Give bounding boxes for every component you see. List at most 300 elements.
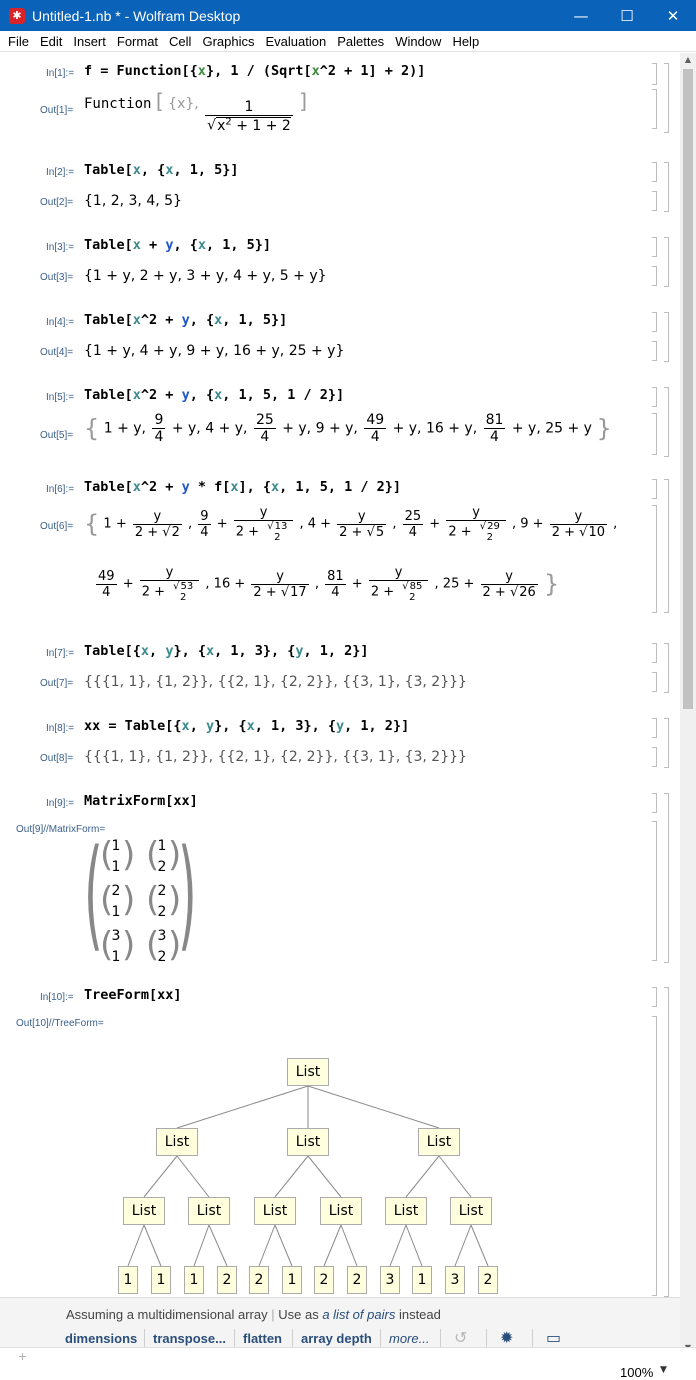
cell-bracket[interactable] bbox=[652, 747, 657, 767]
term: + y, 25 + y bbox=[511, 420, 592, 437]
numerator: √29 bbox=[479, 521, 500, 532]
cell-bracket[interactable] bbox=[652, 63, 657, 85]
code-text: ^2 + bbox=[140, 387, 182, 403]
code-text: + bbox=[140, 237, 166, 253]
radicand: 13 bbox=[274, 521, 288, 532]
output-set: {x}, bbox=[168, 96, 199, 112]
cell-bracket[interactable] bbox=[652, 718, 657, 738]
code-var: x bbox=[181, 718, 190, 734]
code-var: x bbox=[132, 479, 141, 495]
assuming-label: Assuming a multidimensional array bbox=[66, 1307, 268, 1322]
matrix-element: 1 bbox=[111, 859, 121, 875]
denominator: 2 + √10 bbox=[551, 524, 605, 540]
code-text: ^2 + 1] + 2)] bbox=[319, 63, 426, 79]
term: + bbox=[216, 516, 228, 532]
fraction bbox=[337, 509, 386, 540]
matrix-inner-paren: ) bbox=[122, 880, 136, 920]
in-label: In[6]:= bbox=[46, 484, 75, 495]
menu-palettes[interactable]: Palettes bbox=[337, 33, 385, 49]
code-text: ], { bbox=[238, 479, 271, 495]
suggestions-bar bbox=[0, 1297, 680, 1347]
input-cell[interactable] bbox=[84, 63, 425, 79]
code-text: Table[{ bbox=[84, 643, 141, 659]
brace: } bbox=[543, 570, 560, 598]
denominator: 4 bbox=[484, 428, 506, 445]
in-label: In[4]:= bbox=[46, 317, 75, 328]
cell-bracket[interactable] bbox=[664, 987, 669, 1297]
tree-edge bbox=[177, 1156, 209, 1197]
in-label: In[7]:= bbox=[46, 648, 75, 659]
term: , 16 + bbox=[205, 576, 246, 592]
matrix-element: 1 bbox=[157, 838, 167, 854]
vertical-scrollbar[interactable] bbox=[680, 53, 696, 1358]
denominator bbox=[140, 580, 200, 603]
tree-edge bbox=[128, 1225, 144, 1266]
input-cell[interactable] bbox=[84, 237, 271, 253]
out-label: Out[9]//MatrixForm= bbox=[16, 824, 106, 835]
tree-edge bbox=[390, 1225, 406, 1266]
divider bbox=[144, 1329, 145, 1347]
denominator bbox=[369, 580, 429, 603]
code-text: , 1, 5}] bbox=[173, 162, 239, 178]
tree-edge bbox=[455, 1225, 471, 1266]
den-var: x bbox=[217, 118, 226, 134]
code-var: y bbox=[181, 479, 190, 495]
instead-label: instead bbox=[398, 1307, 441, 1322]
cell-bracket[interactable] bbox=[664, 387, 669, 457]
code-var: y bbox=[181, 387, 190, 403]
code-text: , 1, 5, 1 / 2}] bbox=[222, 387, 345, 403]
code-text: Table[ bbox=[84, 312, 133, 328]
numerator: y bbox=[153, 508, 162, 524]
tree-edge bbox=[439, 1156, 471, 1197]
matrix-element: 2 bbox=[157, 859, 167, 875]
tree-node[interactable]: 1 bbox=[151, 1266, 171, 1294]
chat-feedback-icon[interactable]: ▭ bbox=[546, 1328, 562, 1347]
numerator: y bbox=[259, 505, 268, 520]
term: + bbox=[351, 576, 363, 592]
denominator: 2 bbox=[486, 532, 493, 543]
fraction bbox=[205, 99, 293, 134]
cell-bracket[interactable] bbox=[652, 793, 657, 813]
output-cell: {1, 2, 3, 4, 5} bbox=[84, 193, 182, 209]
tree-edge bbox=[275, 1225, 292, 1266]
cell-bracket[interactable] bbox=[664, 63, 669, 133]
fraction bbox=[96, 569, 117, 600]
tree-edge bbox=[406, 1225, 422, 1266]
cell-bracket[interactable] bbox=[652, 237, 657, 257]
cell-bracket[interactable] bbox=[664, 643, 669, 693]
menu-file[interactable]: File bbox=[8, 33, 29, 49]
denominator: 2 bbox=[180, 592, 187, 603]
tree-edge bbox=[275, 1156, 308, 1197]
fraction bbox=[325, 569, 346, 600]
tree-node[interactable]: List bbox=[287, 1128, 329, 1156]
cell-bracket[interactable] bbox=[664, 162, 669, 212]
numerator: 81 bbox=[485, 412, 504, 428]
numerator: y bbox=[276, 568, 284, 584]
tree-node[interactable]: 3 bbox=[380, 1266, 400, 1294]
cell-bracket[interactable] bbox=[652, 987, 657, 1007]
tree-node[interactable]: 3 bbox=[445, 1266, 465, 1294]
out-label: Out[1]= bbox=[40, 105, 74, 116]
code-var: x bbox=[271, 479, 280, 495]
output-cell: {{{1, 1}, {1, 2}}, {{2, 1}, {2, 2}}, {{3, 1}, {3, 2}}} bbox=[84, 749, 467, 765]
cell-bracket[interactable] bbox=[652, 387, 657, 407]
numerator: 9 bbox=[154, 412, 164, 428]
in-label: In[2]:= bbox=[46, 167, 75, 178]
cell-bracket[interactable] bbox=[652, 413, 657, 455]
input-cell[interactable] bbox=[84, 162, 238, 178]
matrix-outer-paren: ) bbox=[178, 825, 197, 964]
matrix-inner-paren: ) bbox=[168, 835, 182, 875]
den-text: 2 + bbox=[482, 584, 510, 600]
code-var: x bbox=[165, 162, 174, 178]
code-text: , 1, 3}, { bbox=[214, 643, 296, 659]
tree-output bbox=[0, 1043, 680, 1293]
output-row-1 bbox=[84, 505, 617, 543]
code-text: , { bbox=[189, 387, 215, 403]
code-var: x bbox=[205, 643, 215, 659]
numerator: y bbox=[472, 505, 480, 520]
tree-node[interactable]: List bbox=[188, 1197, 230, 1225]
use-as-label: Use as bbox=[278, 1307, 319, 1322]
output-cell: {{{1, 1}, {1, 2}}, {{2, 1}, {2, 2}}, {{3, 1}, {3, 2}}} bbox=[84, 674, 467, 690]
matrix-inner-paren: ) bbox=[122, 835, 136, 875]
code-var: x bbox=[197, 237, 206, 253]
term: + bbox=[122, 576, 134, 592]
plus-icon[interactable]: + bbox=[18, 1350, 28, 1363]
code-var: x bbox=[140, 643, 150, 659]
code-text: Table[ bbox=[84, 479, 133, 495]
tree-node[interactable]: List bbox=[156, 1128, 198, 1156]
tree-node[interactable]: 1 bbox=[282, 1266, 302, 1294]
chevron-down-icon[interactable]: ▼ bbox=[660, 1365, 667, 1375]
den-rest: + 1 + 2 bbox=[231, 118, 291, 134]
cell-bracket[interactable] bbox=[652, 162, 657, 182]
matrix-element: 3 bbox=[157, 928, 167, 944]
denominator: 4 bbox=[96, 584, 117, 600]
title-bar bbox=[0, 0, 696, 31]
window-title: Untitled-1.nb * - Wolfram Desktop bbox=[32, 7, 241, 24]
numerator: 81 bbox=[327, 568, 344, 584]
fraction bbox=[403, 509, 424, 540]
cell-bracket[interactable] bbox=[652, 479, 657, 499]
assumption-text bbox=[66, 1307, 441, 1322]
divider bbox=[532, 1329, 533, 1347]
input-cell[interactable] bbox=[84, 479, 401, 495]
menu-graphics[interactable]: Graphics bbox=[202, 33, 255, 49]
tree-node[interactable]: 1 bbox=[412, 1266, 432, 1294]
tree-node[interactable]: 2 bbox=[249, 1266, 269, 1294]
tree-node[interactable]: List bbox=[385, 1197, 427, 1225]
code-var: x bbox=[132, 312, 141, 328]
tree-node[interactable]: 2 bbox=[347, 1266, 367, 1294]
denominator: 2 + √17 bbox=[253, 584, 307, 600]
code-var: y bbox=[336, 718, 345, 734]
tree-edge bbox=[308, 1086, 439, 1128]
transpose-button[interactable]: transpose... bbox=[153, 1331, 226, 1346]
alternative-link[interactable]: pairs bbox=[367, 1307, 396, 1322]
den-text: 2 + bbox=[141, 584, 170, 600]
tree-node[interactable]: List bbox=[450, 1197, 492, 1225]
code-text: ^2 + bbox=[140, 312, 182, 328]
den-text: 2 + bbox=[551, 524, 580, 540]
numerator: 49 bbox=[366, 412, 385, 428]
denominator: 4 bbox=[364, 428, 386, 445]
term: , 9 + bbox=[512, 516, 544, 532]
sep: , bbox=[188, 516, 193, 532]
input-cell[interactable] bbox=[84, 643, 369, 659]
den-text: 2 + bbox=[134, 524, 163, 540]
cell-bracket[interactable] bbox=[652, 643, 657, 663]
code-text: }, { bbox=[173, 643, 206, 659]
tree-node[interactable]: 1 bbox=[118, 1266, 138, 1294]
radicand: 29 bbox=[487, 521, 500, 532]
tree-edges bbox=[0, 1043, 680, 1293]
dimensions-button[interactable]: dimensions bbox=[65, 1331, 138, 1346]
code-text: Table[ bbox=[84, 237, 133, 253]
code-var: y bbox=[295, 643, 304, 659]
minimize-button[interactable]: — bbox=[573, 6, 589, 25]
maximize-button[interactable]: ☐ bbox=[620, 6, 634, 25]
menu-cell[interactable]: Cell bbox=[169, 33, 192, 49]
numerator: √85 bbox=[402, 581, 423, 592]
den-text: 2 + bbox=[339, 524, 367, 540]
numerator: 25 bbox=[255, 412, 274, 428]
radicand: 53 bbox=[180, 581, 194, 592]
code-var: x bbox=[230, 479, 239, 495]
menu-help[interactable]: Help bbox=[452, 33, 480, 49]
scroll-up-icon[interactable]: ▲ bbox=[684, 55, 692, 64]
input-cell[interactable]: MatrixForm[xx] bbox=[84, 793, 198, 809]
matrix-element: 2 bbox=[111, 883, 121, 899]
zoom-level[interactable]: 100% bbox=[620, 1365, 654, 1380]
code-text: , 1, 5, 1 / 2}] bbox=[279, 479, 402, 495]
denominator bbox=[446, 520, 506, 543]
code-text: }, { bbox=[214, 718, 247, 734]
menu-insert[interactable]: Insert bbox=[73, 33, 106, 49]
tree-node[interactable]: List bbox=[418, 1128, 460, 1156]
tree-edge bbox=[308, 1156, 341, 1197]
input-cell[interactable] bbox=[84, 387, 344, 403]
denominator: 2 bbox=[409, 592, 416, 603]
denominator: 4 bbox=[325, 584, 346, 600]
cell-bracket[interactable] bbox=[664, 237, 669, 287]
out-label: Out[2]= bbox=[40, 197, 74, 208]
matrix-element: 1 bbox=[111, 949, 121, 965]
fraction bbox=[234, 505, 294, 543]
matrix-element: 2 bbox=[157, 949, 167, 965]
tree-edge bbox=[471, 1225, 488, 1266]
scroll-thumb[interactable] bbox=[683, 69, 693, 709]
out-label: Out[5]= bbox=[40, 430, 74, 441]
exponent: 2 bbox=[225, 116, 232, 128]
matrix-inner-paren: ( bbox=[146, 835, 160, 875]
menu-window[interactable]: Window bbox=[395, 33, 442, 49]
radicand: 26 bbox=[519, 584, 536, 600]
cell-bracket[interactable] bbox=[652, 505, 657, 613]
code-var: x bbox=[214, 312, 223, 328]
tree-node[interactable]: 2 bbox=[217, 1266, 237, 1294]
input-cell[interactable] bbox=[84, 312, 287, 328]
code-var: x bbox=[246, 718, 255, 734]
cell-bracket[interactable] bbox=[652, 341, 657, 361]
fraction bbox=[484, 412, 506, 445]
matrix-inner-paren: ( bbox=[100, 835, 114, 875]
term: + y, 4 + y, bbox=[171, 420, 248, 437]
nested-fraction bbox=[171, 581, 195, 603]
den-text: 2 + bbox=[448, 524, 476, 540]
fraction bbox=[198, 509, 210, 540]
input-cell[interactable]: TreeForm[xx] bbox=[84, 987, 182, 1003]
cell-bracket[interactable] bbox=[664, 718, 669, 768]
array-depth-button[interactable]: array depth bbox=[301, 1331, 372, 1346]
code-text: , { bbox=[173, 237, 198, 253]
denominator: 2 bbox=[274, 532, 281, 543]
close-button[interactable]: ✕ bbox=[666, 6, 680, 25]
in-label: In[8]:= bbox=[46, 723, 75, 734]
code-text: , 1, 2}] bbox=[344, 718, 410, 734]
out-label: Out[10]//TreeForm= bbox=[16, 1018, 104, 1029]
wolfram-app-icon[interactable]: ✱ bbox=[9, 8, 25, 24]
cell-bracket[interactable] bbox=[664, 312, 669, 362]
numerator: y bbox=[505, 568, 513, 584]
denominator: $√x^2 + 1 + 2$ bbox=[207, 116, 291, 134]
code-text: ^2 + bbox=[140, 479, 182, 495]
numerator: √53 bbox=[173, 581, 194, 592]
alternative-link[interactable]: a list of bbox=[322, 1307, 364, 1322]
denominator: 2 + √2 bbox=[134, 524, 180, 540]
tree-node[interactable]: List bbox=[320, 1197, 362, 1225]
tree-edge bbox=[194, 1225, 209, 1266]
sep: , bbox=[314, 576, 319, 592]
code-text: Table[ bbox=[84, 387, 133, 403]
code-text: , bbox=[189, 718, 206, 734]
matrix-inner-paren: ( bbox=[100, 880, 114, 920]
denominator: 4 bbox=[254, 428, 276, 445]
numerator: y bbox=[165, 565, 174, 580]
menu-format[interactable]: Format bbox=[116, 33, 159, 49]
code-var: x bbox=[132, 387, 141, 403]
more-button[interactable]: more... bbox=[389, 1331, 430, 1346]
in-label: In[9]:= bbox=[46, 798, 75, 809]
fraction bbox=[251, 569, 308, 600]
tree-edge bbox=[177, 1086, 308, 1128]
denominator: 4 bbox=[403, 524, 424, 540]
term: , 25 + bbox=[434, 576, 475, 592]
sep: , bbox=[392, 516, 397, 532]
tree-edge bbox=[259, 1225, 275, 1266]
menu-bar bbox=[0, 31, 696, 52]
radicand: 17 bbox=[290, 584, 307, 600]
gear-icon[interactable]: ✹ bbox=[500, 1328, 514, 1347]
term: 1 + bbox=[103, 516, 127, 532]
tree-edge bbox=[209, 1225, 227, 1266]
denominator: 4 bbox=[200, 524, 209, 540]
den-text: 2 + bbox=[253, 584, 281, 600]
code-text: , 1, 5}] bbox=[222, 312, 288, 328]
menu-evaluation[interactable]: Evaluation bbox=[265, 33, 327, 49]
matrix-outer-paren: ( bbox=[84, 825, 103, 964]
divider bbox=[234, 1329, 235, 1347]
cell-bracket[interactable] bbox=[664, 479, 669, 613]
numerator: y bbox=[394, 565, 403, 580]
code-text: }, 1 / (Sqrt[ bbox=[205, 63, 312, 79]
output-head: Function bbox=[84, 96, 152, 112]
code-text: , 1, 3}, { bbox=[254, 718, 337, 734]
nested-fraction bbox=[400, 581, 424, 603]
swirl-icon[interactable]: ↺ bbox=[454, 1328, 468, 1347]
tree-node[interactable]: List bbox=[254, 1197, 296, 1225]
fraction bbox=[133, 509, 182, 540]
output-cell bbox=[84, 412, 612, 445]
tree-node[interactable]: List bbox=[123, 1197, 165, 1225]
matrix-element: 1 bbox=[111, 838, 121, 854]
menu-edit[interactable]: Edit bbox=[39, 33, 63, 49]
code-text: * f[ bbox=[189, 479, 231, 495]
code-text: , 1, 5}] bbox=[205, 237, 272, 253]
cell-bracket[interactable] bbox=[652, 312, 657, 332]
brace: } bbox=[596, 414, 612, 443]
tree-edge bbox=[341, 1225, 357, 1266]
numerator: 49 bbox=[98, 568, 115, 584]
denominator: 2 + √5 bbox=[339, 524, 385, 540]
den-text: 2 + bbox=[235, 524, 264, 540]
notebook-area[interactable] bbox=[0, 53, 680, 1297]
cell-bracket[interactable] bbox=[664, 793, 669, 963]
denominator: 2 + √26 bbox=[482, 584, 536, 600]
tree-edge bbox=[144, 1225, 161, 1266]
tree-node[interactable]: 2 bbox=[478, 1266, 498, 1294]
out-label: Out[4]= bbox=[40, 347, 74, 358]
numerator: 1 bbox=[244, 99, 254, 116]
denominator: 4 bbox=[154, 429, 164, 445]
cell-bracket[interactable] bbox=[652, 672, 657, 692]
tree-node[interactable]: List bbox=[287, 1058, 329, 1086]
input-cell[interactable] bbox=[84, 718, 409, 734]
term: + y, 16 + y, bbox=[392, 420, 478, 437]
code-var: x bbox=[132, 162, 141, 178]
out-label: Out[8]= bbox=[40, 753, 74, 764]
cell-bracket[interactable] bbox=[652, 266, 657, 286]
tree-edge bbox=[324, 1225, 341, 1266]
matrix-inner-paren: ( bbox=[146, 925, 160, 965]
out-label: Out[6]= bbox=[40, 521, 74, 532]
cell-bracket[interactable] bbox=[652, 821, 657, 961]
flatten-button[interactable]: flatten bbox=[243, 1331, 282, 1346]
code-text: xx = Table[{ bbox=[84, 718, 182, 734]
fraction bbox=[254, 412, 276, 445]
cell-bracket[interactable] bbox=[652, 1016, 657, 1296]
tree-node[interactable]: 1 bbox=[184, 1266, 204, 1294]
numerator: √13 bbox=[267, 521, 288, 532]
tree-node[interactable]: 2 bbox=[314, 1266, 334, 1294]
code-var: y bbox=[181, 312, 190, 328]
code-var: x bbox=[132, 237, 141, 253]
radicand: 5 bbox=[375, 524, 385, 540]
cell-bracket[interactable] bbox=[652, 191, 657, 211]
output-cell: {1 + y, 2 + y, 3 + y, 4 + y, 5 + y} bbox=[84, 268, 327, 284]
cell-bracket[interactable] bbox=[652, 89, 657, 129]
matrix-element: 2 bbox=[157, 904, 167, 920]
fraction bbox=[364, 412, 386, 445]
term: + bbox=[429, 516, 441, 532]
fraction bbox=[369, 565, 429, 603]
tree-edge bbox=[406, 1156, 439, 1197]
code-var: y bbox=[165, 643, 174, 659]
divider bbox=[380, 1329, 381, 1347]
